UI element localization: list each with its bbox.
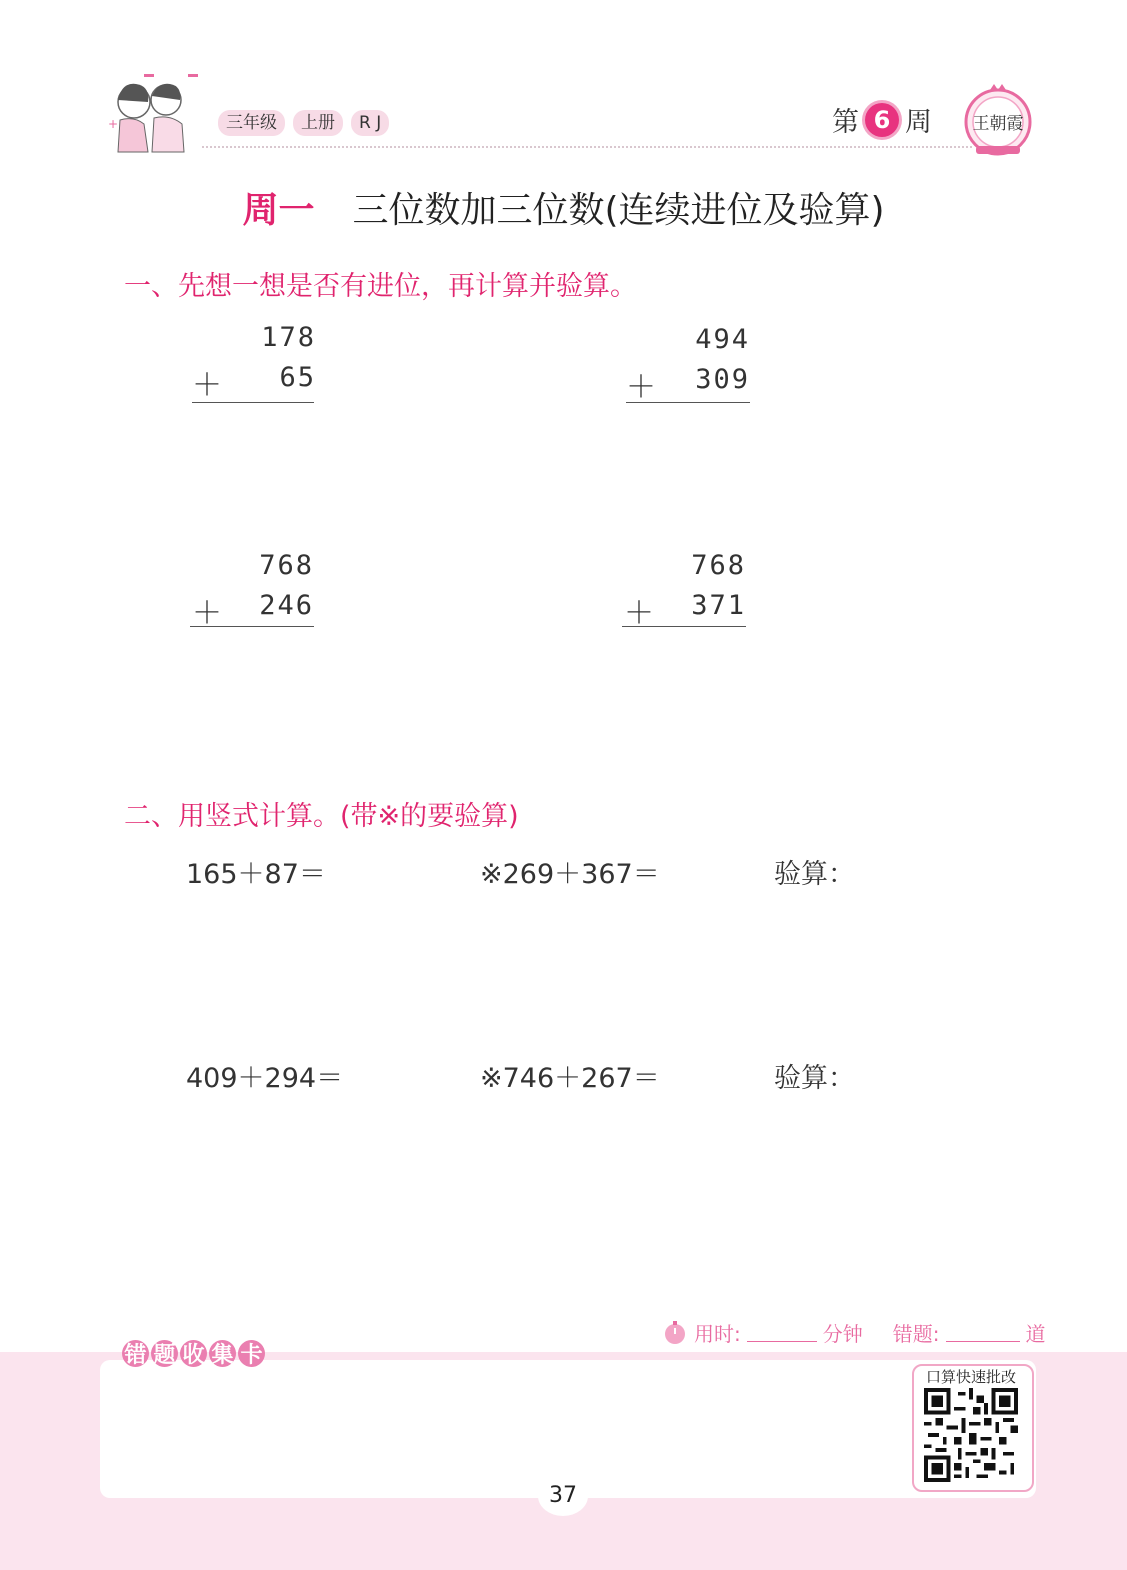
errors-blank[interactable] [946,1323,1020,1342]
problem-4-bottom-number: 371 [691,590,746,621]
plus-sign: ＋ [626,370,656,405]
vertical-problem-3 [188,550,318,640]
timer-line [662,1318,1046,1347]
vertical-problem-1 [190,322,320,412]
week-label [832,100,932,139]
errors-label: 错题: [892,1322,940,1346]
week-number-badge: 6 [865,103,899,137]
check-label-1: 验算： [774,859,855,890]
problem-1-bottom-number: 65 [279,362,316,393]
card-label-char: 错 [122,1340,149,1367]
title-topic: 三位数加三位数(连续进位及验算) [352,190,885,231]
page-number: 37 [538,1476,588,1516]
kids-illustration [104,72,204,156]
time-blank[interactable] [747,1323,817,1342]
stopwatch-icon [662,1320,688,1346]
equation-4-starred: ※746＋267＝ [480,1063,660,1094]
header-divider [202,146,972,148]
section-2-heading: 二、用竖式计算。(带※的要验算) [124,801,519,832]
problem-4-top-number: 768 [691,550,746,581]
brand-seal-logo [962,82,1034,158]
sum-line [192,402,314,403]
card-label-char: 卡 [238,1340,265,1367]
plus-sign: ＋ [624,596,654,631]
sum-line [626,402,750,403]
problem-1-top-number: 178 [261,322,316,353]
svg-text:王朝霞: 王朝霞 [972,114,1024,134]
section-1-heading: 一、先想一想是否有进位，再计算并验算。 [124,271,637,302]
problem-3-top-number: 768 [259,550,314,581]
problem-3-bottom-number: 246 [259,590,314,621]
page-title [0,182,1127,233]
title-day: 周一 [242,190,315,231]
problem-2-top-number: 494 [695,324,750,355]
errors-unit: 道 [1025,1322,1046,1346]
card-label-char: 集 [209,1340,236,1367]
equation-2-starred: ※269＋367＝ [480,859,660,890]
card-label-char: 题 [151,1340,178,1367]
error-card-label [122,1340,265,1367]
equation-3: 409＋294＝ [186,1063,344,1094]
plus-sign: ＋ [192,368,222,403]
check-label-2: 验算： [774,1063,855,1094]
qr-code[interactable] [922,1388,1020,1482]
sum-line [622,626,746,627]
minutes-label: 分钟 [822,1322,863,1346]
time-label: 用时: [694,1322,741,1346]
week-prefix: 第 [832,107,859,138]
grade-tag: 三年级 [218,110,285,136]
plus-sign: ＋ [192,596,222,631]
volume-tag: 上册 [293,110,343,136]
vertical-problem-2 [624,324,754,414]
vertical-problem-4 [620,550,750,640]
card-label-char: 收 [180,1340,207,1367]
svg-text:+: + [108,117,119,131]
sum-line [190,626,314,627]
book-tags [218,110,389,136]
problem-2-bottom-number: 309 [695,364,750,395]
equation-1: 165＋87＝ [186,859,326,890]
edition-tag: R J [351,110,389,136]
week-suffix: 周 [905,107,932,138]
qr-caption: 口算快速批改 [926,1368,1017,1386]
